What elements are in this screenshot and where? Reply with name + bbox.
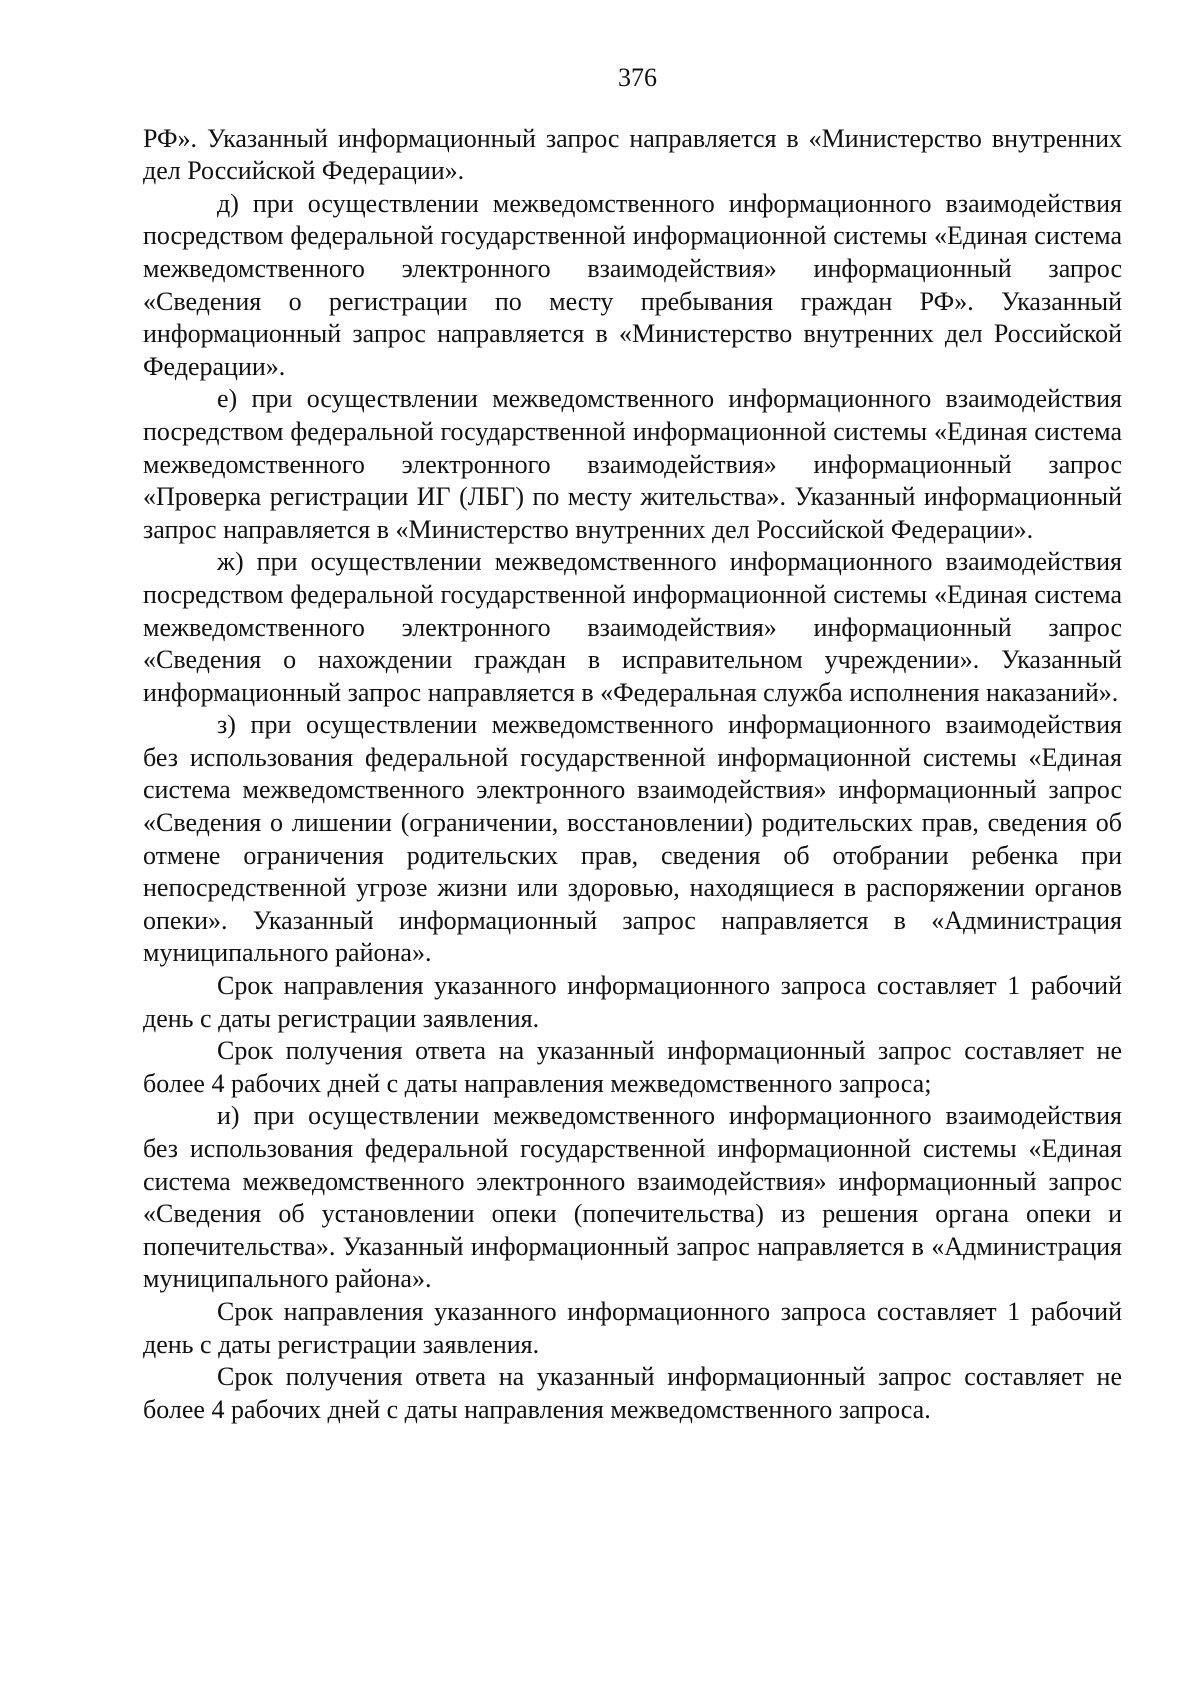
paragraph-item-d: д) при осуществлении межведомственного информационного взаимодействия посредством федеральной государственной информационной системы «Единая система межведомственного электронного взаимодействия» информационный запрос «Сведения о регистрации по месту пребывания граждан РФ». Указанный информационный запрос направляется в «Министерство внутренних дел Российской Федерации». [143, 188, 1122, 381]
page-number: 376 [618, 63, 657, 92]
paragraph-item-z: з) при осуществлении межведомственного информационного взаимодействия без использования федеральной государственной информационной системы «Единая система межведомственного электронного взаимодействия» информационный запрос «Сведения о лишении (ограничении, восстановлении) родительских прав, сведения об отмене ограничения родительских прав, сведения об отобрании ребенка при непосредственной угрозе жизни или здоровью, находящиеся в распоряжении органов опеки». Указанный информационный запрос направляется в «Администрация муниципального района». [143, 710, 1122, 968]
paragraph-request-deadline: Срок направления указанного информационного запроса составляет 1 рабочий день с даты регистрации заявления. [143, 1296, 1122, 1359]
paragraph-continuation: РФ». Указанный информационный запрос направляется в «Министерство внутренних дел Российской Федерации». [143, 123, 1122, 186]
paragraph-item-e: е) при осуществлении межведомственного информационного взаимодействия посредством федеральной государственной информационной системы «Единая система межведомственного электронного взаимодействия» информационный запрос «Проверка регистрации ИГ (ЛБГ) по месту жительства». Указанный информационный запрос направляется в «Министерство внутренних дел Российской Федерации». [143, 384, 1122, 544]
paragraph-item-i: и) при осуществлении межведомственного информационного взаимодействия без использования федеральной государственной информационной системы «Единая система межведомственного электронного взаимодействия» информационный запрос «Сведения об установлении опеки (попечительства) из решения органа опеки и попечительства». Указанный информационный запрос направляется в «Администрация муниципального района». [143, 1101, 1122, 1294]
paragraph-response-deadline: Срок получения ответа на указанный информационный запрос составляет не более 4 рабочих дней с даты направления межведомственного запроса. [143, 1362, 1122, 1424]
paragraph-item-zh: ж) при осуществлении межведомственного информационного взаимодействия посредством федеральной государственной информационной системы «Единая система межведомственного электронного взаимодействия» информационный запрос «Сведения о нахождении граждан в исправительном учреждении». Указанный информационный запрос направляется в «Федеральная служба исполнения наказаний». [143, 547, 1122, 707]
paragraph-response-deadline: Срок получения ответа на указанный информационный запрос составляет не более 4 рабочих дней с даты направления межведомственного запроса; [143, 1036, 1122, 1098]
paragraph-request-deadline: Срок направления указанного информационного запроса составляет 1 рабочий день с даты регистрации заявления. [143, 971, 1122, 1033]
